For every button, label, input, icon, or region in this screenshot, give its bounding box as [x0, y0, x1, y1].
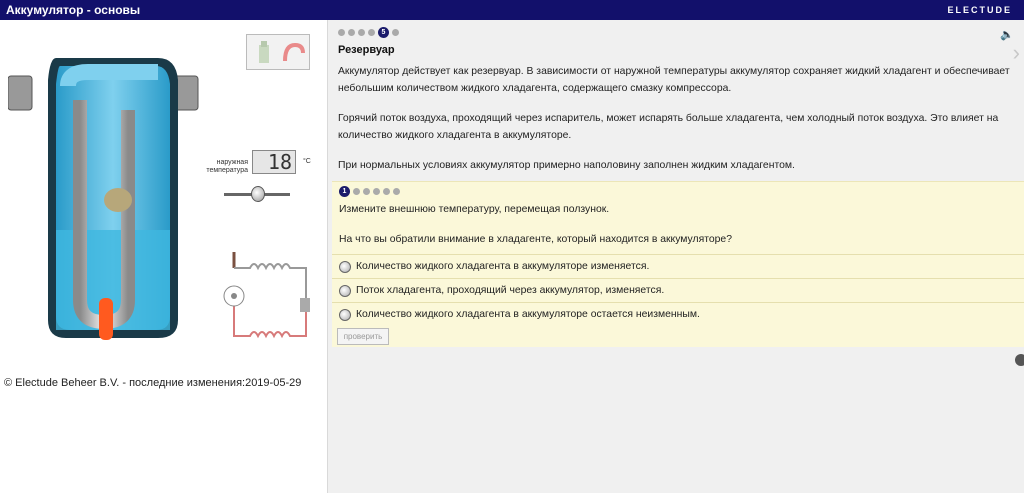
radio-icon[interactable]	[339, 285, 351, 297]
section-title: Резервуар	[338, 44, 395, 56]
radio-icon[interactable]	[339, 309, 351, 321]
speaker-icon[interactable]: 🔈	[1000, 29, 1014, 41]
quiz-step-dot[interactable]	[373, 188, 380, 195]
left-panel	[0, 20, 328, 493]
copyright-text: © Electude Beheer B.V. - последние изменения:2019-05-29	[4, 377, 302, 389]
answer-option-1[interactable]	[332, 254, 1024, 278]
refrigerant-circuit-diagram	[214, 246, 320, 356]
check-button[interactable]: проверить	[337, 328, 389, 345]
quiz-instruction: Измените внешнюю температуру, перемещая ползунок.	[339, 204, 610, 215]
cutaway-view-icon[interactable]	[259, 41, 269, 63]
brand-logo: ELECTUDE	[947, 5, 1012, 15]
accumulator-illustration	[8, 50, 216, 350]
step-dot-4[interactable]	[368, 29, 375, 36]
quiz-step-dot[interactable]	[353, 188, 360, 195]
collapse-arrow-icon[interactable]	[1015, 354, 1024, 366]
temperature-display: 18	[252, 150, 296, 174]
answer-option-2[interactable]	[332, 278, 1024, 302]
step-dot-6[interactable]	[392, 29, 399, 36]
radio-icon[interactable]	[339, 261, 351, 273]
title-bar	[0, 0, 1024, 20]
answer-option-3[interactable]	[332, 302, 1024, 326]
step-dot-1[interactable]	[338, 29, 345, 36]
paragraph-3: При нормальных условиях аккумулятор примерно наполовину заполнен жидким хладагентом.	[338, 160, 795, 171]
quiz-step-dot[interactable]	[383, 188, 390, 195]
step-dot-3[interactable]	[358, 29, 365, 36]
step-dot-2[interactable]	[348, 29, 355, 36]
quiz-step-dot[interactable]	[363, 188, 370, 195]
step-dot-current[interactable]: 5	[378, 27, 389, 38]
circuit-view-icon[interactable]	[285, 45, 303, 61]
quiz-step-current[interactable]: 1	[339, 186, 350, 197]
quiz-step-dot[interactable]	[393, 188, 400, 195]
temperature-label: наружная температура	[206, 159, 248, 174]
answer-option-label: Поток хладагента, проходящий через аккумулятор, изменяется.	[356, 285, 665, 296]
next-page-arrow-icon[interactable]: ›	[1012, 40, 1020, 65]
paragraph-1: Аккумулятор действует как резервуар. В зависимости от наружной температуры аккумулятор сохраняет жидкий хладагент и обеспечивает небольшим количеством жидкого хладагента, содержащего смазку компрессора.	[338, 66, 1010, 94]
quiz-panel	[332, 181, 1024, 347]
page-step-indicator	[338, 27, 399, 38]
paragraph-2: Горячий поток воздуха, проходящий через испаритель, может испарять больше хладагента, чем холодный поток воздуха. Это влияет на количество жидкого хладагента в аккумуляторе.	[338, 113, 999, 141]
answer-option-label: Количество жидкого хладагента в аккумуляторе остается неизменным.	[356, 309, 700, 320]
quiz-question: На что вы обратили внимание в хладагенте, который находится в аккумуляторе?	[339, 234, 732, 245]
quiz-step-indicator	[339, 186, 400, 197]
view-toggle[interactable]	[246, 34, 310, 70]
answer-option-label: Количество жидкого хладагента в аккумуляторе изменяется.	[356, 261, 650, 272]
temperature-slider-handle[interactable]	[251, 186, 265, 202]
app-title: Аккумулятор - основы	[6, 3, 141, 17]
temperature-unit: °C	[303, 158, 311, 165]
